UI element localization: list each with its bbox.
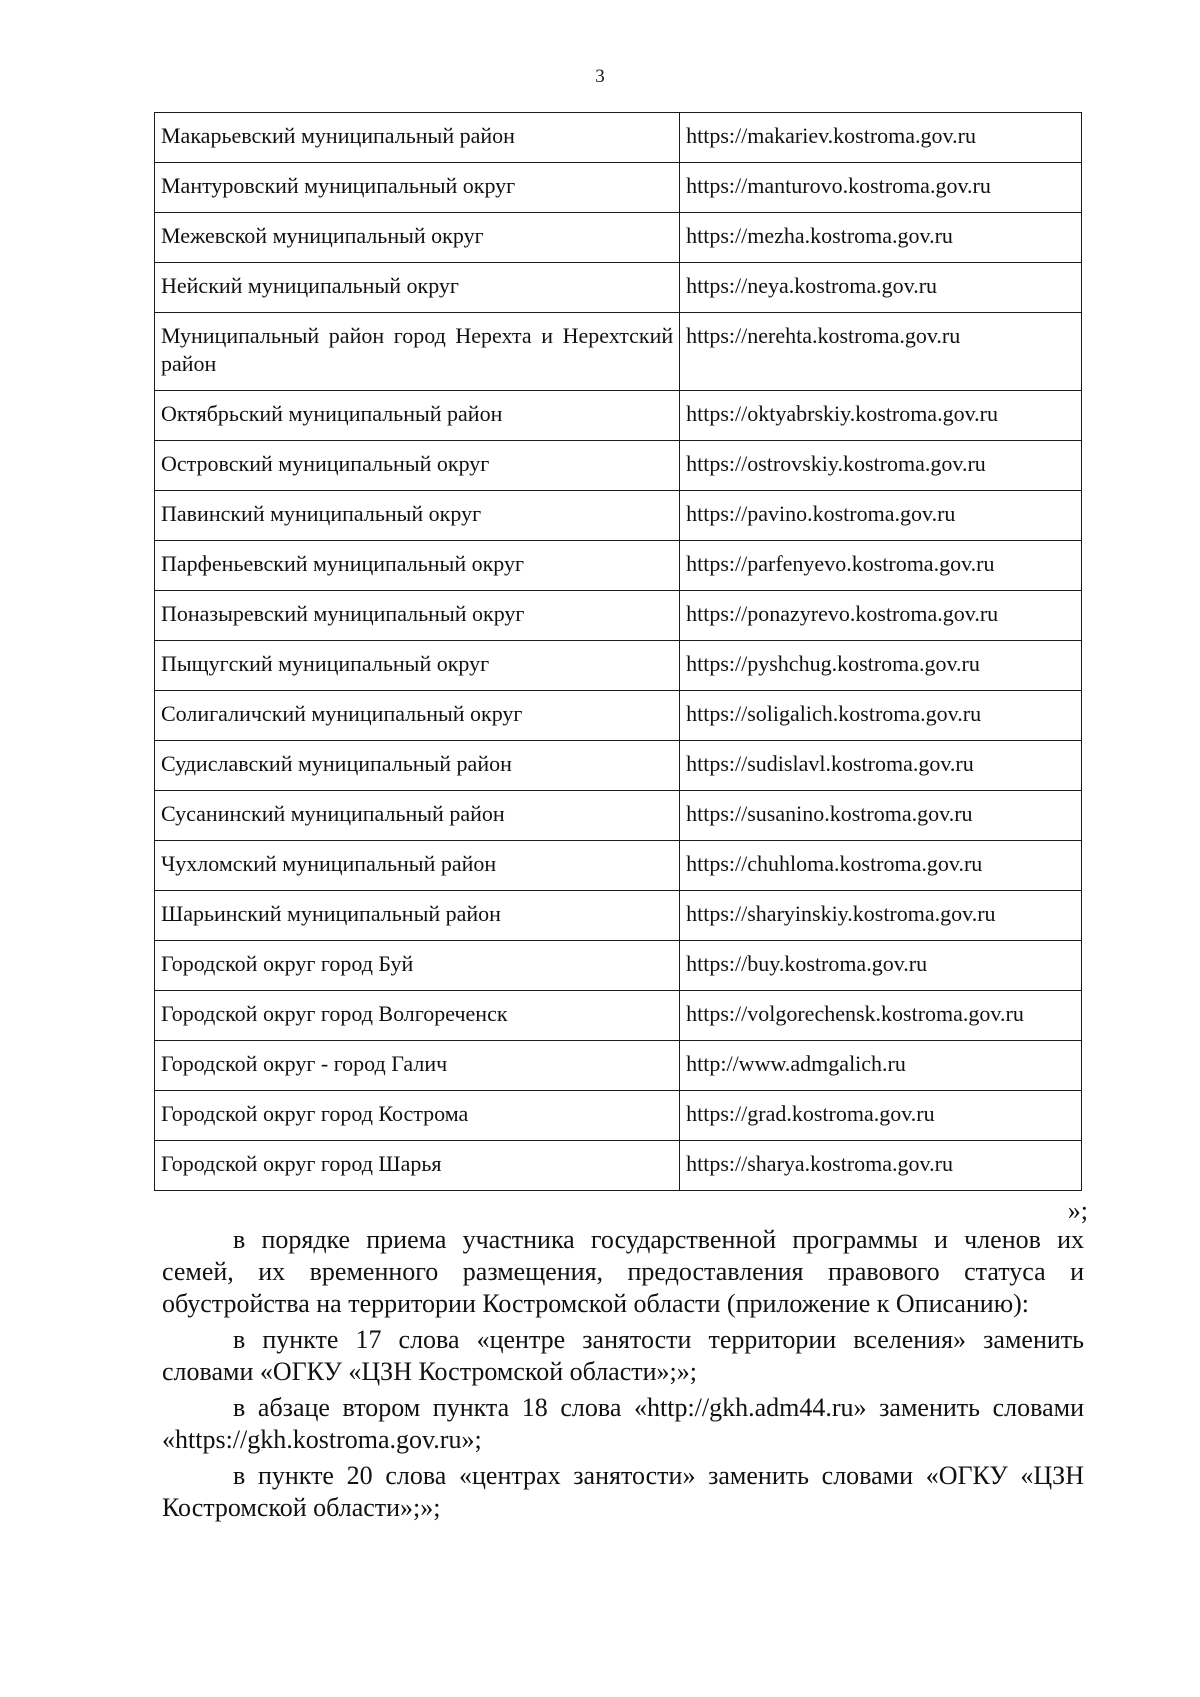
- table-row: [155, 741, 1082, 791]
- table-row: [155, 991, 1082, 1041]
- municipality-url: https://pavino.kostroma.gov.ru: [680, 491, 1082, 541]
- table-row: [155, 313, 1082, 391]
- municipality-url: https://ponazyrevo.kostroma.gov.ru: [680, 591, 1082, 641]
- municipality-name: Мантуровский муниципальный округ: [155, 163, 680, 213]
- municipality-name: Чухломский муниципальный район: [155, 841, 680, 891]
- municipality-url: https://ostrovskiy.kostroma.gov.ru: [680, 441, 1082, 491]
- municipality-url: https://oktyabrskiy.kostroma.gov.ru: [680, 391, 1082, 441]
- municipality-name: Нейский муниципальный округ: [155, 263, 680, 313]
- table-row: [155, 441, 1082, 491]
- municipality-url: https://neya.kostroma.gov.ru: [680, 263, 1082, 313]
- municipality-url: https://chuhloma.kostroma.gov.ru: [680, 841, 1082, 891]
- table-row: [155, 641, 1082, 691]
- municipality-name: Сусанинский муниципальный район: [155, 791, 680, 841]
- municipality-name: Пыщугский муниципальный округ: [155, 641, 680, 691]
- municipality-name: Поназыревский муниципальный округ: [155, 591, 680, 641]
- municipality-name: Муниципальный район город Нерехта и Нерехтский район: [155, 313, 680, 391]
- municipality-name: Городской округ город Шарья: [155, 1141, 680, 1191]
- table-row: [155, 841, 1082, 891]
- closing-quote: »;: [1067, 1196, 1088, 1225]
- table-row: [155, 113, 1082, 163]
- municipality-url: https://grad.kostroma.gov.ru: [680, 1091, 1082, 1141]
- municipality-url: https://volgorechensk.kostroma.gov.ru: [680, 991, 1082, 1041]
- table-row: [155, 891, 1082, 941]
- table-row: [155, 491, 1082, 541]
- paragraph: в абзаце втором пункта 18 слова «http://gkh.adm44.ru» заменить словами «https://gkh.kostroma.gov.ru»;: [162, 1393, 1084, 1454]
- table-row: [155, 213, 1082, 263]
- table-row: [155, 791, 1082, 841]
- municipality-name: Островский муниципальный округ: [155, 441, 680, 491]
- paragraph: в пункте 20 слова «центрах занятости» заменить словами «ОГКУ «ЦЗН Костромской области»;»;: [162, 1461, 1084, 1522]
- municipality-name: Макарьевский муниципальный район: [155, 113, 680, 163]
- table-row: [155, 263, 1082, 313]
- municipality-url: https://sudislavl.kostroma.gov.ru: [680, 741, 1082, 791]
- municipality-url: http://www.admgalich.ru: [680, 1041, 1082, 1091]
- municipality-url: https://manturovo.kostroma.gov.ru: [680, 163, 1082, 213]
- municipality-name: Городской округ город Буй: [155, 941, 680, 991]
- municipal-sites-table: [154, 112, 1082, 1191]
- municipality-url: https://sharya.kostroma.gov.ru: [680, 1141, 1082, 1191]
- municipality-name: Октябрьский муниципальный район: [155, 391, 680, 441]
- amendment-text: [162, 1224, 1084, 1528]
- municipality-url: https://parfenyevo.kostroma.gov.ru: [680, 541, 1082, 591]
- table-row: [155, 541, 1082, 591]
- municipality-url: https://buy.kostroma.gov.ru: [680, 941, 1082, 991]
- paragraph: в порядке приема участника государственной программы и членов их семей, их временного размещения, предоставления правового статуса и обустройства на территории Костромской области (приложение к Описанию):: [162, 1225, 1084, 1318]
- table-row: [155, 941, 1082, 991]
- municipality-name: Судиславский муниципальный район: [155, 741, 680, 791]
- municipality-url: https://makariev.kostroma.gov.ru: [680, 113, 1082, 163]
- municipality-url: https://nerehta.kostroma.gov.ru: [680, 313, 1082, 391]
- paragraph: в пункте 17 слова «центре занятости территории вселения» заменить словами «ОГКУ «ЦЗН Костромской области»;»;: [162, 1325, 1084, 1386]
- municipality-url: https://soligalich.kostroma.gov.ru: [680, 691, 1082, 741]
- municipality-url: https://susanino.kostroma.gov.ru: [680, 791, 1082, 841]
- municipality-name: Солигаличский муниципальный округ: [155, 691, 680, 741]
- table-row: [155, 591, 1082, 641]
- table-row: [155, 1141, 1082, 1191]
- municipality-name: Парфеньевский муниципальный округ: [155, 541, 680, 591]
- municipality-url: https://mezha.kostroma.gov.ru: [680, 213, 1082, 263]
- municipality-name: Городской округ город Волгореченск: [155, 991, 680, 1041]
- municipality-url: https://sharyinskiy.kostroma.gov.ru: [680, 891, 1082, 941]
- municipality-name: Шарьинский муниципальный район: [155, 891, 680, 941]
- municipality-url: https://pyshchug.kostroma.gov.ru: [680, 641, 1082, 691]
- table-row: [155, 163, 1082, 213]
- municipality-name: Межевской муниципальный округ: [155, 213, 680, 263]
- table-row: [155, 691, 1082, 741]
- page-number: 3: [595, 66, 605, 87]
- municipality-name: Городской округ город Кострома: [155, 1091, 680, 1141]
- table-row: [155, 1091, 1082, 1141]
- municipality-name: Городской округ - город Галич: [155, 1041, 680, 1091]
- table-row: [155, 391, 1082, 441]
- municipality-name: Павинский муниципальный округ: [155, 491, 680, 541]
- table-row: [155, 1041, 1082, 1091]
